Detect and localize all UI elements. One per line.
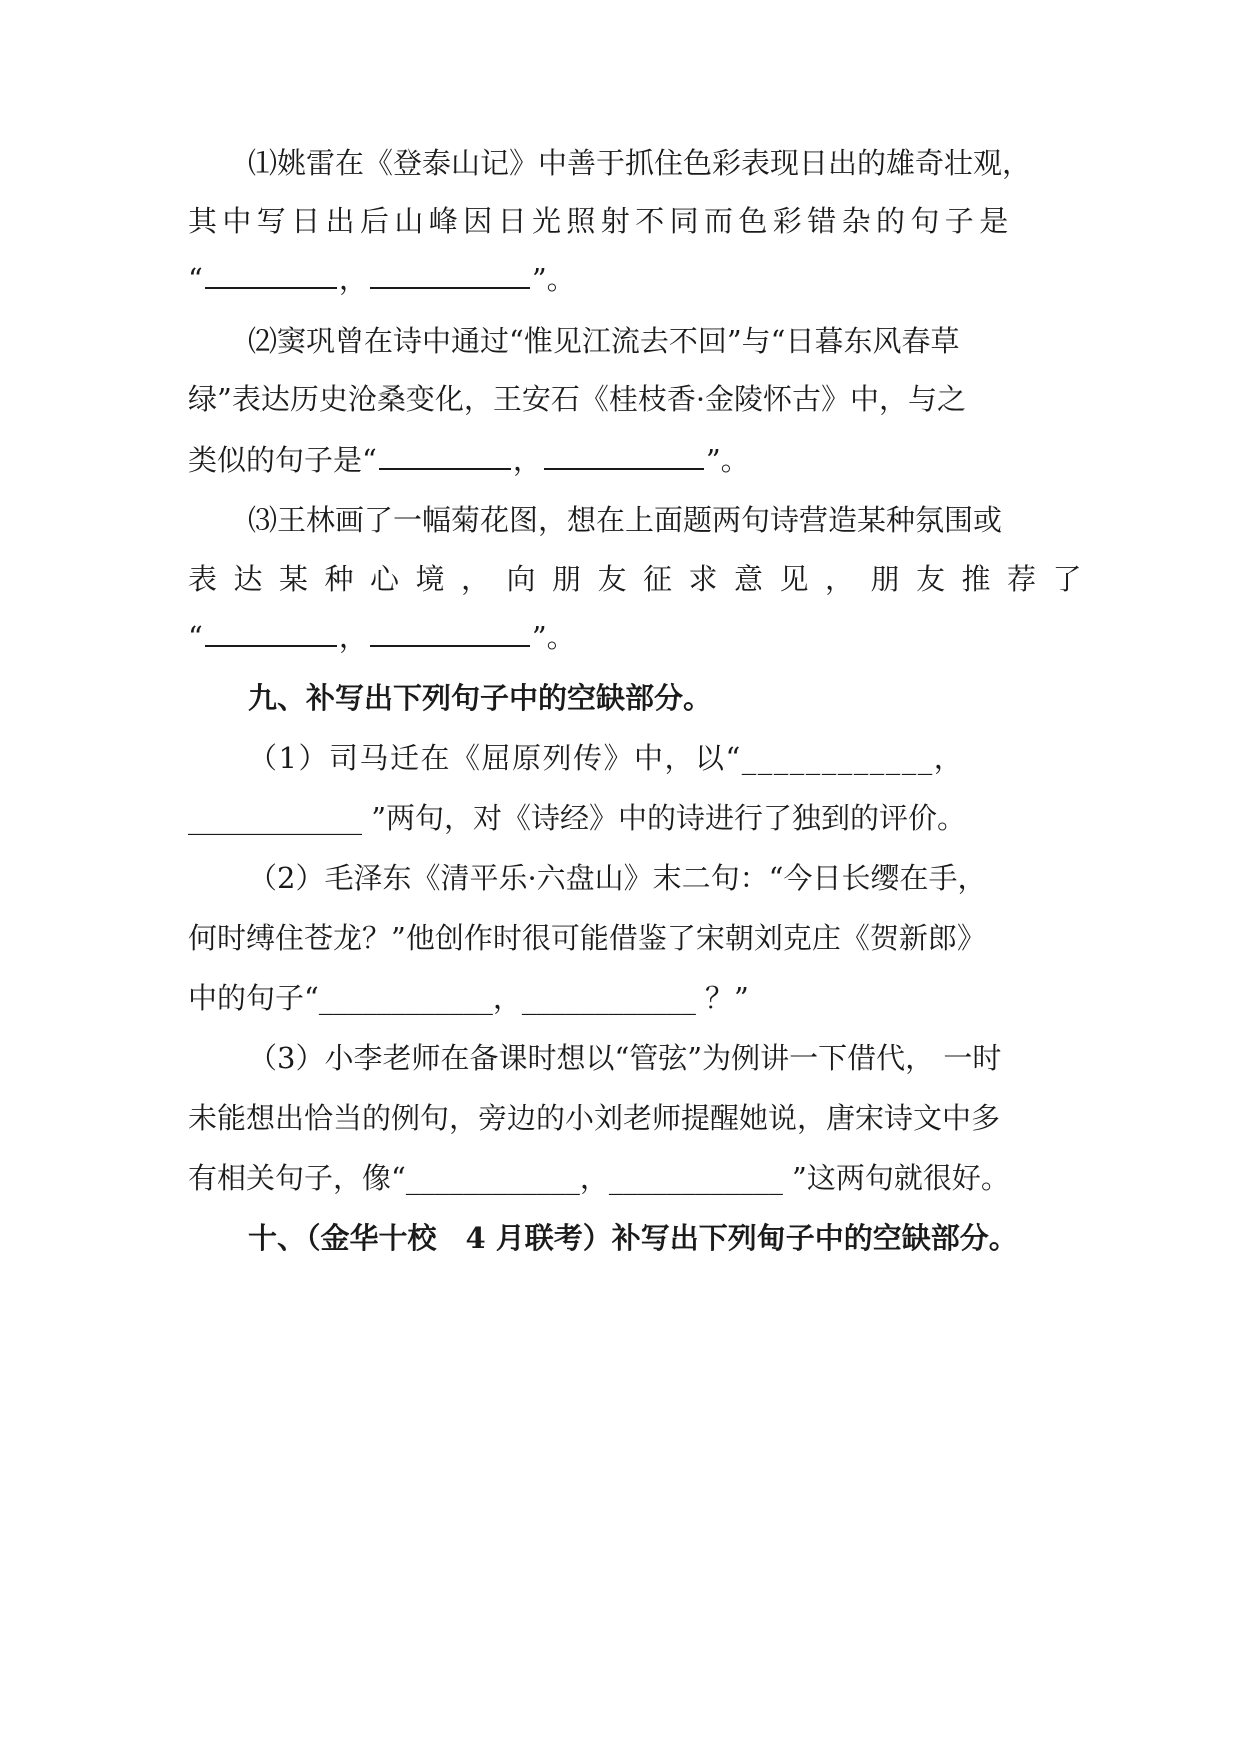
q8-item2-line1: ⑵窦巩曾在诗中通过“惟见江流去不回”与“日暮东风春草 [248,324,960,358]
open-quote: “ [188,262,203,296]
q9-item3-line3: 有相关句子，像“____________，____________ ”这两句就很好。 [188,1161,1010,1195]
q8-item3-line1: ⑶王林画了一幅菊花图，想在上面题两句诗营造某种氛围或 [248,503,1003,537]
open-quote: “ [188,620,203,654]
answer-blank[interactable] [370,259,530,289]
q9-item2-line2: 何时缚住苍龙？”他创作时很可能借鉴了宋朝刘克庄《贺新郎》 [188,921,986,955]
answer-blank[interactable] [544,440,704,470]
separator: ， [338,620,368,654]
close-quote: ”。 [531,262,576,296]
separator: ， [512,443,542,477]
q9-item1-line1: （1）司马迁在《屈原列传》中，以“____________， [248,741,965,775]
separator: ， [338,262,368,296]
q8-item3-line3 [188,617,1058,657]
answer-blank[interactable] [205,259,337,289]
q9-heading: 九、补写出下列句子中的空缺部分。 [248,681,713,715]
answer-blank[interactable] [379,440,511,470]
q9-item2-line1: （2）毛泽东《清平乐·六盘山》末二句：“今日长缨在手， [248,861,987,895]
answer-blank[interactable] [370,617,530,647]
close-quote: ”。 [705,443,750,477]
q8-item1-line1: ⑴姚雷在《登泰山记》中善于抓住色彩表现日出的雄奇壮观， [248,146,1032,180]
prefix-text: 类似的句子是“ [188,443,377,477]
q8-item1-line3 [188,259,1058,299]
q9-item3-line1: （3）小李老师在备课时想以“管弦”为例讲一下借代， 一时 [248,1041,1002,1075]
q9-item3-line2: 未能想出恰当的例句，旁边的小刘老师提醒她说，唐宋诗文中多 [188,1101,1001,1135]
q9-item2-line3: 中的句子“____________，____________ ？” [188,981,749,1015]
q9-item1-line2: ____________ ”两句，对《诗经》中的诗进行了独到的评价。 [188,801,967,835]
q8-item2-line2: 绿”表达历史沧桑变化，王安石《桂枝香·金陵怀古》中，与之 [188,382,967,416]
q8-item1-line2: 其中写日出后山峰因日光照射不同而色彩错杂的句子是 [188,204,1014,238]
close-quote: ”。 [531,620,576,654]
q8-item2-line3 [188,440,1058,480]
q10-heading: 十、（金华十校 4 月联考）补写出下列甸子中的空缺部分。 [248,1221,1018,1255]
q8-item3-line2: 表达某种心境，向朋友征求意见，朋友推荐了 [188,562,1099,596]
answer-blank[interactable] [205,617,337,647]
